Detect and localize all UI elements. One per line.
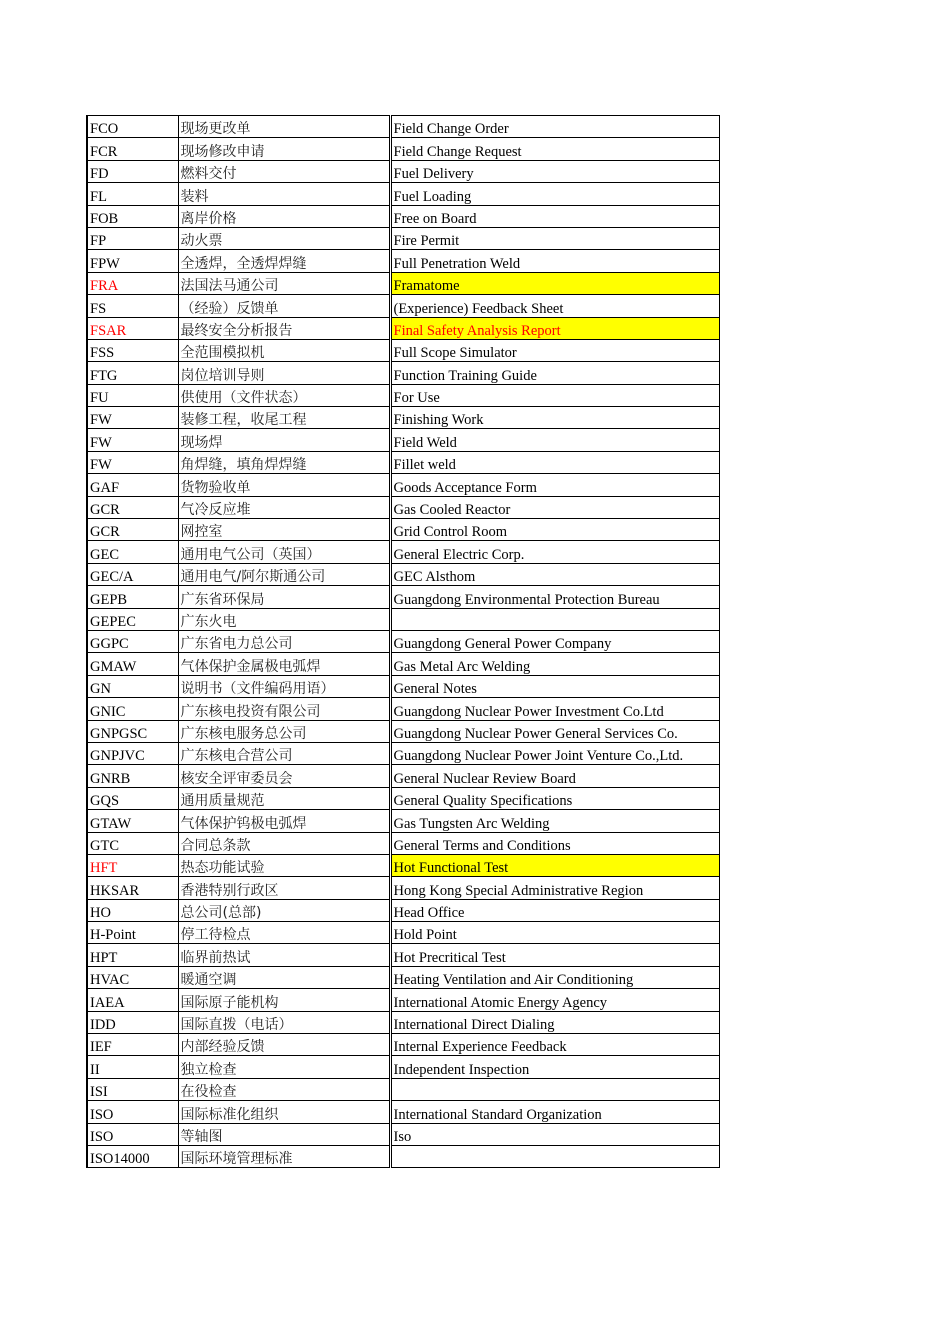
english-term-cell: Guangdong Nuclear Power Joint Venture Co.,Ltd. <box>390 742 719 764</box>
abbreviation-cell: HVAC <box>87 966 178 988</box>
abbreviation-cell: FSAR <box>87 317 178 339</box>
table-row <box>87 944 719 966</box>
abbreviation-cell: ISO <box>87 1101 178 1123</box>
english-term-cell: International Direct Dialing <box>390 1011 719 1033</box>
english-term-cell: International Standard Organization <box>390 1101 719 1123</box>
chinese-term-cell: 法国法马通公司 <box>178 272 390 294</box>
abbreviation-cell: GCR <box>87 496 178 518</box>
abbreviation-cell: HFT <box>87 854 178 876</box>
chinese-term-cell: 热态功能试验 <box>178 854 390 876</box>
english-term-cell: General Terms and Conditions <box>390 832 719 854</box>
chinese-term-cell: 全透焊，全透焊焊缝 <box>178 250 390 272</box>
table-row <box>87 787 719 809</box>
chinese-term-cell: 国际直拨（电话） <box>178 1011 390 1033</box>
abbreviation-cell: IDD <box>87 1011 178 1033</box>
table-row <box>87 586 719 608</box>
table-row <box>87 116 719 138</box>
table-row <box>87 160 719 182</box>
table-row <box>87 742 719 764</box>
table-row <box>87 1034 719 1056</box>
table-row <box>87 832 719 854</box>
table-row <box>87 630 719 652</box>
table-row <box>87 1145 719 1167</box>
abbreviation-cell: GEC <box>87 541 178 563</box>
abbreviation-cell: FS <box>87 295 178 317</box>
chinese-term-cell: 停工待检点 <box>178 922 390 944</box>
abbreviation-cell: ISO14000 <box>87 1145 178 1167</box>
table-row <box>87 810 719 832</box>
english-term-cell: Full Penetration Weld <box>390 250 719 272</box>
chinese-term-cell: 核安全评审委员会 <box>178 765 390 787</box>
table-row <box>87 675 719 697</box>
english-term-cell: Gas Cooled Reactor <box>390 496 719 518</box>
chinese-term-cell: 货物验收单 <box>178 474 390 496</box>
table-row <box>87 272 719 294</box>
chinese-term-cell: 广东核电服务总公司 <box>178 720 390 742</box>
abbreviation-cell: FOB <box>87 205 178 227</box>
english-term-cell: General Quality Specifications <box>390 787 719 809</box>
table-row <box>87 250 719 272</box>
table-row <box>87 295 719 317</box>
english-term-cell: Iso <box>390 1123 719 1145</box>
chinese-term-cell: 气体保护金属极电弧焊 <box>178 653 390 675</box>
table-row <box>87 339 719 361</box>
chinese-term-cell: 现场更改单 <box>178 116 390 138</box>
chinese-term-cell: 气冷反应堆 <box>178 496 390 518</box>
english-term-cell <box>390 608 719 630</box>
abbreviation-cell: GEC/A <box>87 563 178 585</box>
chinese-term-cell: （经验）反馈单 <box>178 295 390 317</box>
chinese-term-cell: 角焊缝，填角焊焊缝 <box>178 451 390 473</box>
abbreviation-cell: FPW <box>87 250 178 272</box>
english-term-cell: Heating Ventilation and Air Conditioning <box>390 966 719 988</box>
table-row <box>87 474 719 496</box>
abbreviation-cell: FW <box>87 451 178 473</box>
table-row <box>87 362 719 384</box>
english-term-cell: Fuel Delivery <box>390 160 719 182</box>
english-term-cell: GEC Alsthom <box>390 563 719 585</box>
table-row <box>87 989 719 1011</box>
glossary-body <box>87 116 719 1168</box>
table-row <box>87 183 719 205</box>
abbreviation-cell: GAF <box>87 474 178 496</box>
english-term-cell: General Notes <box>390 675 719 697</box>
abbreviation-cell: FCR <box>87 138 178 160</box>
english-term-cell: Gas Metal Arc Welding <box>390 653 719 675</box>
table-row <box>87 496 719 518</box>
table-row <box>87 429 719 451</box>
english-term-cell: (Experience) Feedback Sheet <box>390 295 719 317</box>
abbreviation-cell: II <box>87 1056 178 1078</box>
abbreviation-cell: IEF <box>87 1034 178 1056</box>
chinese-term-cell: 独立检查 <box>178 1056 390 1078</box>
english-term-cell: General Electric Corp. <box>390 541 719 563</box>
english-term-cell: Head Office <box>390 899 719 921</box>
chinese-term-cell: 动火票 <box>178 227 390 249</box>
table-row <box>87 519 719 541</box>
abbreviation-cell: GMAW <box>87 653 178 675</box>
chinese-term-cell: 装料 <box>178 183 390 205</box>
chinese-term-cell: 国际标准化组织 <box>178 1101 390 1123</box>
abbreviation-cell: GNIC <box>87 698 178 720</box>
table-row <box>87 1123 719 1145</box>
chinese-term-cell: 等轴图 <box>178 1123 390 1145</box>
english-term-cell: Guangdong Nuclear Power Investment Co.Ltd <box>390 698 719 720</box>
chinese-term-cell: 广东火电 <box>178 608 390 630</box>
chinese-term-cell: 内部经验反馈 <box>178 1034 390 1056</box>
abbreviation-cell: GN <box>87 675 178 697</box>
table-row <box>87 1078 719 1100</box>
table-row <box>87 451 719 473</box>
english-term-cell: Hot Functional Test <box>390 854 719 876</box>
abbreviation-cell: ISO <box>87 1123 178 1145</box>
chinese-term-cell: 通用电气公司（英国） <box>178 541 390 563</box>
table-row <box>87 563 719 585</box>
abbreviation-cell: FL <box>87 183 178 205</box>
chinese-term-cell: 在役检查 <box>178 1078 390 1100</box>
table-row <box>87 922 719 944</box>
abbreviation-cell: GNRB <box>87 765 178 787</box>
abbreviation-cell: ISI <box>87 1078 178 1100</box>
table-row <box>87 384 719 406</box>
chinese-term-cell: 现场焊 <box>178 429 390 451</box>
english-term-cell: Guangdong Environmental Protection Bureau <box>390 586 719 608</box>
chinese-term-cell: 通用电气/阿尔斯通公司 <box>178 563 390 585</box>
chinese-term-cell: 说明书（文件编码用语） <box>178 675 390 697</box>
chinese-term-cell: 合同总条款 <box>178 832 390 854</box>
table-row <box>87 720 719 742</box>
english-term-cell: Free on Board <box>390 205 719 227</box>
glossary-table <box>86 115 720 1168</box>
english-term-cell: Hong Kong Special Administrative Region <box>390 877 719 899</box>
english-term-cell: Guangdong Nuclear Power General Services Co. <box>390 720 719 742</box>
english-term-cell: Field Weld <box>390 429 719 451</box>
abbreviation-cell: FW <box>87 407 178 429</box>
abbreviation-cell: HKSAR <box>87 877 178 899</box>
chinese-term-cell: 网控室 <box>178 519 390 541</box>
abbreviation-cell: IAEA <box>87 989 178 1011</box>
table-row <box>87 653 719 675</box>
chinese-term-cell: 全范围模拟机 <box>178 339 390 361</box>
table-row <box>87 877 719 899</box>
abbreviation-cell: GNPGSC <box>87 720 178 742</box>
chinese-term-cell: 广东核电合营公司 <box>178 742 390 764</box>
chinese-term-cell: 燃料交付 <box>178 160 390 182</box>
table-row <box>87 854 719 876</box>
abbreviation-cell: GGPC <box>87 630 178 652</box>
chinese-term-cell: 暖通空调 <box>178 966 390 988</box>
abbreviation-cell: GTAW <box>87 810 178 832</box>
english-term-cell: Field Change Request <box>390 138 719 160</box>
table-row <box>87 1056 719 1078</box>
english-term-cell: Function Training Guide <box>390 362 719 384</box>
english-term-cell: Final Safety Analysis Report <box>390 317 719 339</box>
english-term-cell: Field Change Order <box>390 116 719 138</box>
table-row <box>87 899 719 921</box>
english-term-cell: Goods Acceptance Form <box>390 474 719 496</box>
abbreviation-cell: FP <box>87 227 178 249</box>
english-term-cell: Hold Point <box>390 922 719 944</box>
english-term-cell: Independent Inspection <box>390 1056 719 1078</box>
table-row <box>87 317 719 339</box>
english-term-cell: Finishing Work <box>390 407 719 429</box>
abbreviation-cell: FD <box>87 160 178 182</box>
chinese-term-cell: 国际原子能机构 <box>178 989 390 1011</box>
table-row <box>87 1011 719 1033</box>
chinese-term-cell: 供使用（文件状态） <box>178 384 390 406</box>
abbreviation-cell: FTG <box>87 362 178 384</box>
abbreviation-cell: FSS <box>87 339 178 361</box>
abbreviation-cell: GEPEC <box>87 608 178 630</box>
chinese-term-cell: 现场修改申请 <box>178 138 390 160</box>
abbreviation-cell: FW <box>87 429 178 451</box>
chinese-term-cell: 离岸价格 <box>178 205 390 227</box>
english-term-cell: International Atomic Energy Agency <box>390 989 719 1011</box>
english-term-cell: Fillet weld <box>390 451 719 473</box>
english-term-cell: Grid Control Room <box>390 519 719 541</box>
english-term-cell: Framatome <box>390 272 719 294</box>
chinese-term-cell: 岗位培训导则 <box>178 362 390 384</box>
table-row <box>87 138 719 160</box>
table-row <box>87 765 719 787</box>
chinese-term-cell: 气体保护钨极电弧焊 <box>178 810 390 832</box>
chinese-term-cell: 国际环境管理标准 <box>178 1145 390 1167</box>
abbreviation-cell: GCR <box>87 519 178 541</box>
abbreviation-cell: FCO <box>87 116 178 138</box>
abbreviation-cell: HO <box>87 899 178 921</box>
english-term-cell: Guangdong General Power Company <box>390 630 719 652</box>
table-row <box>87 407 719 429</box>
english-term-cell <box>390 1078 719 1100</box>
english-term-cell: General Nuclear Review Board <box>390 765 719 787</box>
chinese-term-cell: 装修工程，收尾工程 <box>178 407 390 429</box>
english-term-cell <box>390 1145 719 1167</box>
english-term-cell: Internal Experience Feedback <box>390 1034 719 1056</box>
chinese-term-cell: 临界前热试 <box>178 944 390 966</box>
english-term-cell: For Use <box>390 384 719 406</box>
chinese-term-cell: 广东省环保局 <box>178 586 390 608</box>
english-term-cell: Full Scope Simulator <box>390 339 719 361</box>
english-term-cell: Hot Precritical Test <box>390 944 719 966</box>
abbreviation-cell: GTC <box>87 832 178 854</box>
chinese-term-cell: 广东省电力总公司 <box>178 630 390 652</box>
table-row <box>87 205 719 227</box>
chinese-term-cell: 总公司(总部) <box>178 899 390 921</box>
chinese-term-cell: 广东核电投资有限公司 <box>178 698 390 720</box>
table-row <box>87 608 719 630</box>
english-term-cell: Fire Permit <box>390 227 719 249</box>
abbreviation-cell: FRA <box>87 272 178 294</box>
abbreviation-cell: FU <box>87 384 178 406</box>
table-row <box>87 966 719 988</box>
table-row <box>87 698 719 720</box>
chinese-term-cell: 香港特别行政区 <box>178 877 390 899</box>
english-term-cell: Gas Tungsten Arc Welding <box>390 810 719 832</box>
abbreviation-cell: H-Point <box>87 922 178 944</box>
abbreviation-cell: HPT <box>87 944 178 966</box>
chinese-term-cell: 通用质量规范 <box>178 787 390 809</box>
table-row <box>87 541 719 563</box>
abbreviation-cell: GQS <box>87 787 178 809</box>
english-term-cell: Fuel Loading <box>390 183 719 205</box>
abbreviation-cell: GEPB <box>87 586 178 608</box>
chinese-term-cell: 最终安全分析报告 <box>178 317 390 339</box>
table-row <box>87 227 719 249</box>
abbreviation-cell: GNPJVC <box>87 742 178 764</box>
table-row <box>87 1101 719 1123</box>
